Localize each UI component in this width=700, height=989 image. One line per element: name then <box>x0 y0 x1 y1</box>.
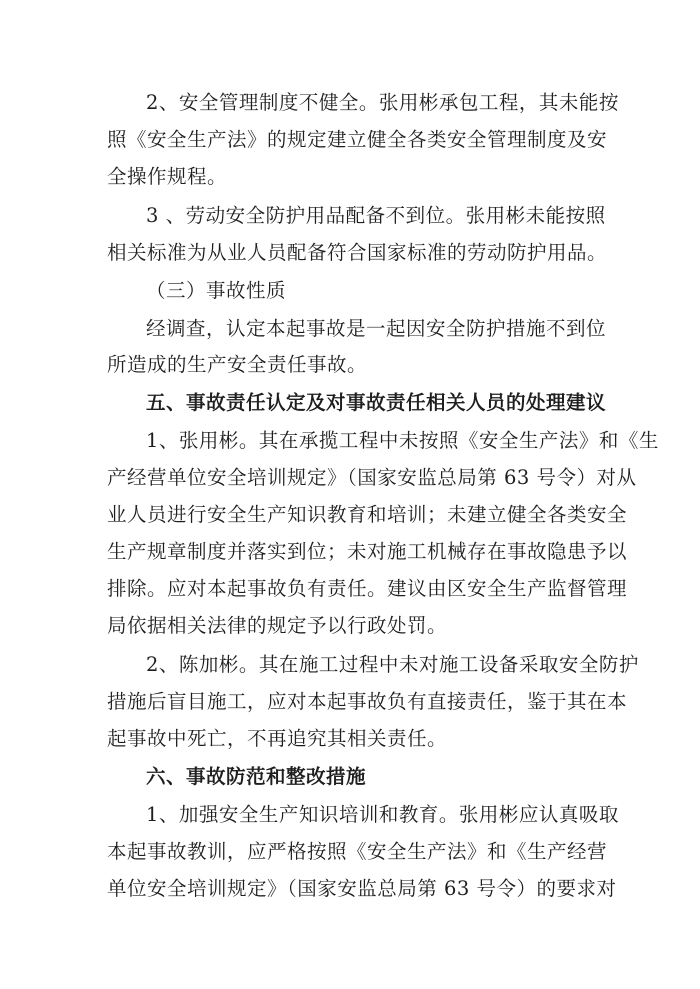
text-line: 单位安全培训规定》（国家安监总局第 63 号令）的要求对 <box>107 877 617 900</box>
text-line: （三）事故性质 <box>146 279 287 302</box>
text-line: 1、加强安全生产知识培训和教育。张用彬应认真吸取 <box>146 803 619 826</box>
text-line: 产经营单位安全培训规定》（国家安监总局第 63 号令）对从 <box>107 466 637 489</box>
text-line: 起事故中死亡，不再追究其相关责任。 <box>107 727 448 750</box>
text-line: 全操作规程。 <box>107 165 228 188</box>
text-line: 1、张用彬。其在承揽工程中未按照《安全生产法》和《生 <box>146 429 659 452</box>
text-line: 排除。应对本起事故负有责任。建议由区安全生产监督管理 <box>107 577 628 600</box>
text-line: 生产规章制度并落实到位；未对施工机械存在事故隐患予以 <box>107 540 628 563</box>
text-line: 措施后盲目施工，应对本起事故负有直接责任，鉴于其在本 <box>107 690 628 713</box>
text-line: 2、陈加彬。其在施工过程中未对施工设备采取安全防护 <box>146 653 639 676</box>
text-line: 照《安全生产法》的规定建立健全各类安全管理制度及安 <box>107 128 608 151</box>
text-line: 2、安全管理制度不健全。张用彬承包工程，其未能按 <box>146 91 619 114</box>
text-line: 本起事故教训，应严格按照《安全生产法》和《生产经营 <box>107 840 608 863</box>
text-line: 相关标准为从业人员配备符合国家标准的劳动防护用品。 <box>107 241 608 264</box>
section-title: 六、事故防范和整改措施 <box>146 765 367 788</box>
text-line: 3 、劳动安全防护用品配备不到位。张用彬未能按照 <box>146 204 606 227</box>
text-line: 经调查，认定本起事故是一起因安全防护措施不到位 <box>146 317 607 340</box>
text-line: 局依据相关法律的规定予以行政处罚。 <box>107 614 448 637</box>
text-line: 业人员进行安全生产知识教育和培训；未建立健全各类安全 <box>107 503 628 526</box>
text-line: 所造成的生产安全责任事故。 <box>107 353 368 376</box>
section-title: 五、事故责任认定及对事故责任相关人员的处理建议 <box>146 391 607 414</box>
